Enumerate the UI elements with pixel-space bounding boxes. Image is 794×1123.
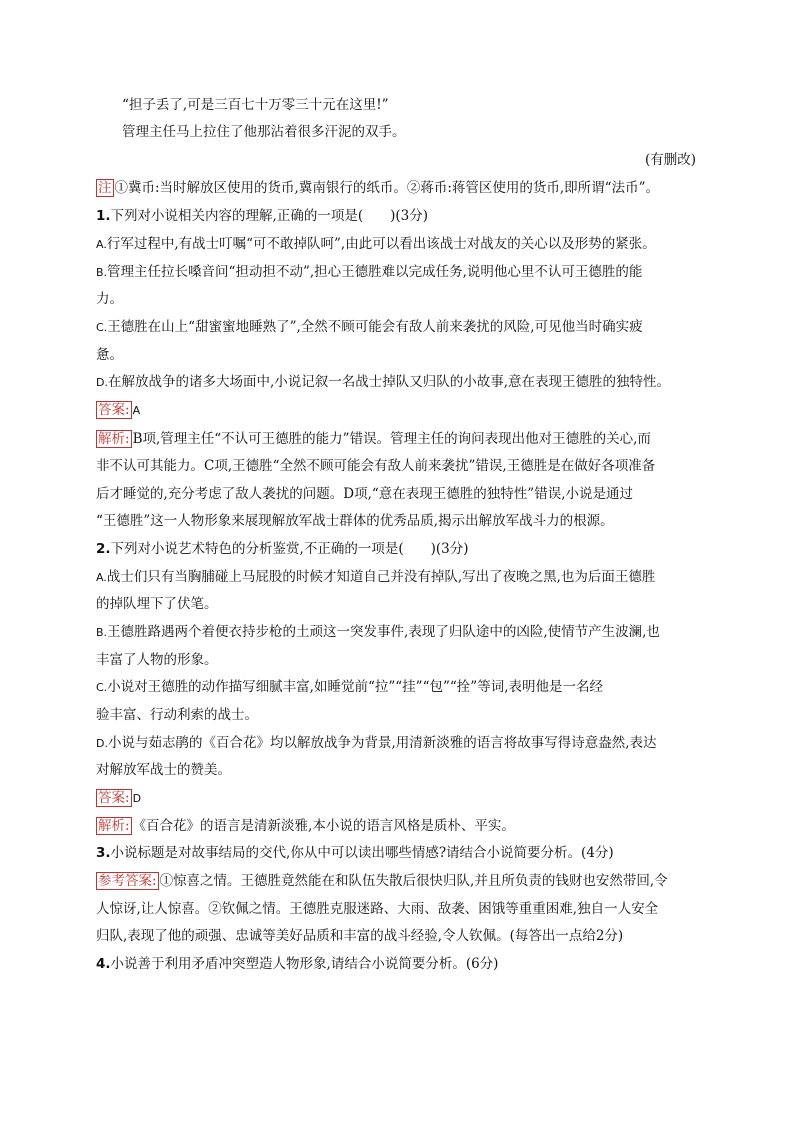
question-2: 2.下列对小说艺术特色的分析鉴赏,不正确的一项是( )(3分) <box>96 541 469 557</box>
question-4: 4.小说善于利用矛盾冲突塑造人物形象,请结合小说简要分析。(6分) <box>96 956 499 972</box>
q1-answer: 答案: A <box>98 402 141 418</box>
explanation-tag: 解析: <box>98 818 130 834</box>
q2-option-d-cont: 对解放军战士的赞美。 <box>96 762 231 778</box>
q2-answer: 答案: D <box>98 790 142 806</box>
q3-reference-line-2: 人惊讶,让人惊喜。②钦佩之情。王德胜克服迷路、大雨、敌袭、困饿等重重困难,独自一人安全 <box>96 901 659 917</box>
q2-option-d: D.小说与茹志鹃的《百合花》均以解放战争为背景,用清新淡雅的语言将故事写得诗意盎然,表达 <box>96 735 657 751</box>
q3-reference-answer: 参考答案: ①惊喜之情。王德胜竟然能在和队伍失散后很快归队,并且所负责的钱财也安然带回,令 <box>98 873 668 889</box>
q2-option-c: C.小说对王德胜的动作描写细腻丰富,如睡觉前“拉”“挂”“包”“拴”等词,表明他是一名经 <box>96 679 603 695</box>
q2-option-a-cont: 的掉队埋下了伏笔。 <box>96 596 218 612</box>
question-1: 1.下列对小说相关内容的理解,正确的一项是( )(3分) <box>96 208 428 224</box>
explanation-tag: 解析: <box>98 431 130 447</box>
source-note: (有删改) <box>644 152 696 168</box>
q1-explanation-line-3: 后才睡觉的,充分考虑了敌人袭扰的问题。D项,“意在表现王德胜的独特性”错误,小说是通过 <box>96 486 633 502</box>
answer-tag: 答案: <box>98 402 130 418</box>
q1-explanation-line-4: “王德胜”这一人物形象来展现解放军战士群体的优秀品质,揭示出解放军战斗力的根源。 <box>96 513 614 529</box>
q1-option-a: A.行军过程中,有战士叮嘱“可不敢掉队呵”,由此可以看出该战士对战友的关心以及形势的紧张。 <box>96 236 656 252</box>
q2-option-b: B.王德胜路遇两个着便衣持步枪的土顽这一突发事件,表现了归队途中的凶险,使情节产生波澜,也 <box>96 624 660 640</box>
q2-option-b-cont: 丰富了人物的形象。 <box>96 652 218 668</box>
story-line-1: “担子丢了,可是三百七十万零三十元在这里!” <box>122 97 389 113</box>
q1-option-c-cont: 惫。 <box>96 347 123 363</box>
reference-answer-tag: 参考答案: <box>98 873 157 889</box>
q1-option-b: B.管理主任拉长嗓音问“担动担不动”,担心王德胜难以完成任务,说明他心里不认可王德胜的能 <box>96 264 643 280</box>
answer-tag: 答案: <box>98 790 130 806</box>
q1-explanation-line-2: 非不认可其能力。C项,王德胜“全然不顾可能会有敌人前来袭扰”错误,王德胜是在做好各项准备 <box>96 458 656 474</box>
question-3: 3.小说标题是对故事结局的交代,你从中可以读出哪些情感?请结合小说简要分析。(4分) <box>96 845 614 861</box>
q1-option-c: C.王德胜在山上“甜蜜蜜地睡熟了”,全然不顾可能会有敌人前来袭扰的风险,可见他当时确实疲 <box>96 319 643 335</box>
q2-option-a: A.战士们只有当胸脯碰上马屁股的时候才知道自己并没有掉队,写出了夜晚之黑,也为后面王德胜 <box>96 569 656 585</box>
note-tag: 注 <box>98 180 112 196</box>
q1-option-d: D.在解放战争的诸多大场面中,小说记叙一名战士掉队又归队的小故事,意在表现王德胜的独特性。 <box>96 374 671 390</box>
q1-explanation: 解析: B项,管理主任“不认可王德胜的能力”错误。管理主任的询问表现出他对王德胜的关心,而 <box>98 431 651 447</box>
q3-reference-line-3: 归队,表现了他的顽强、忠诚等美好品质和丰富的战斗经验,令人钦佩。(每答出一点给2分) <box>96 928 624 944</box>
story-line-2: 管理主任马上拉住了他那沾着很多汗泥的双手。 <box>122 124 406 140</box>
q2-explanation: 解析: 《百合花》的语言是清新淡雅,本小说的语言风格是质朴、平实。 <box>98 818 515 834</box>
q1-option-b-cont: 力。 <box>96 291 123 307</box>
footnote: 注 ①冀币:当时解放区使用的货币,冀南银行的纸币。②蒋币:蒋管区使用的货币,即所谓“法币”。 <box>98 180 659 196</box>
q2-option-c-cont: 验丰富、行动利索的战士。 <box>96 707 258 723</box>
